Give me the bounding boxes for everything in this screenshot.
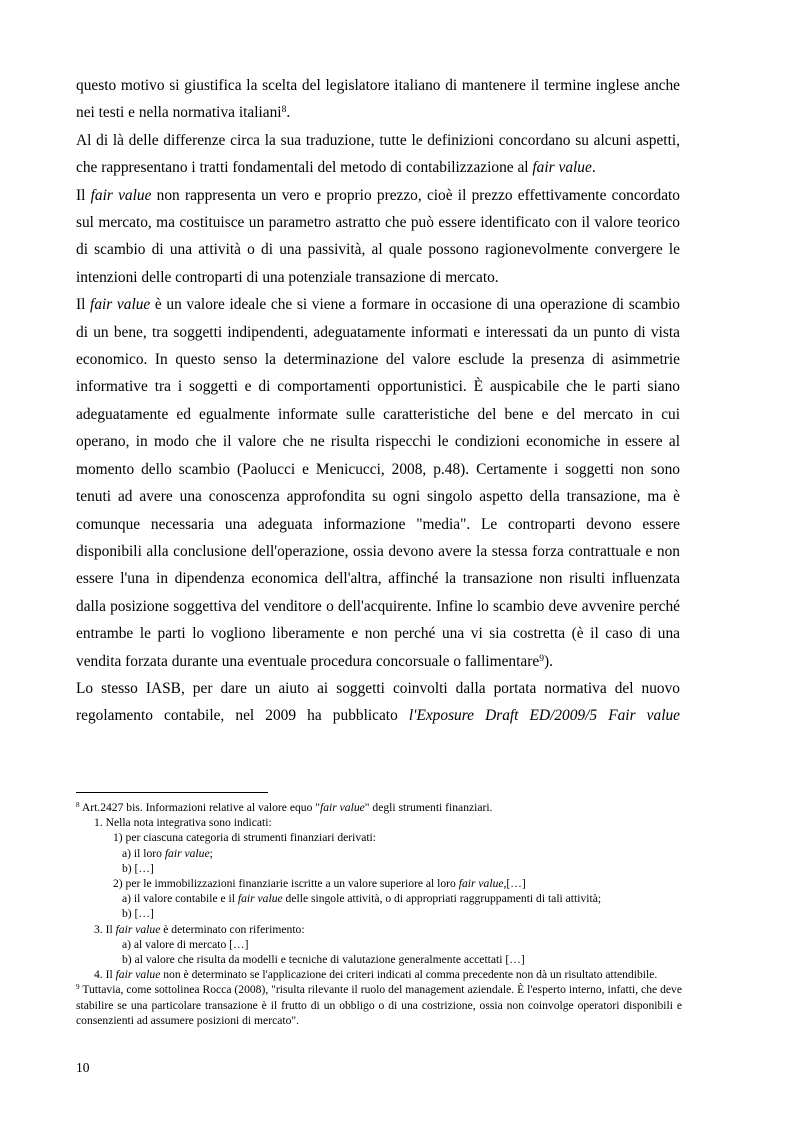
main-text xyxy=(76,72,680,730)
footnote-8-line: a) il valore contabile e il fair value delle singole attività, o di appropriati raggruppamenti di tali attività; xyxy=(122,892,602,906)
footnote-number: 9 xyxy=(76,983,80,992)
footnote-ref-8[interactable]: 8 xyxy=(281,104,287,116)
paragraph-4: Il fair value è un valore ideale che si viene a formare in occasione di una operazione di scambio di un bene, tra soggetti indipendenti, adeguatamente informati e interessati da un punto di vista economico. In questo senso la determinazione del valore esclude la presenza di asimmetrie informative tra i soggetti e di comportamenti opportunistici. È auspicabile che le parti siano adeguatamente ed egualmente informate sulle caratteristiche del bene e del mercato in cui operano, in modo che il valore che ne risulta rispecchi le condizioni economiche in essere al momento dello scambio (Paolucci e Menicucci, 2008, p.48). Certamente i soggetti non sono tenuti ad avere una conoscenza approfondita su ogni singolo aspetto della transazione, ma è comunque necessaria una adeguata informazione "media". Le controparti devono essere disponibili alla conclusione dell'operazione, ossia devono avere la stessa forza contrattuale e non essere l'una in dipendenza economica dell'altra, affinché la transazione non risulti influenzata dalla posizione soggettiva del venditore o dell'acquirente. Infine lo scambio deve avvenire perché entrambe le parti lo vogliono liberamente e non perché una vi sia costretta (è il caso di una vendita forzata durante una eventuale procedura concorsuale o fallimentare$^9$). xyxy=(76,296,681,670)
paragraph-5: Lo stesso IASB, per dare un aiuto ai soggetti coinvolti dalla portata normativa del nuovo regolamento contabile, nel 2009 ha pubblicato l'Exposure Draft ED/2009/5 Fair value xyxy=(76,679,680,725)
paragraph-3: Il fair value non rappresenta un vero e proprio prezzo, cioè il prezzo effettivamente concordato sul mercato, ma costituisce un parametro astratto che può essere identificato con il valore teorico di scambio di una attività o di una passività, al quale possono ragionevolmente convergere le intenzioni delle controparti di una potenziale transazione di mercato. xyxy=(76,186,680,286)
paragraph-2: Al di là delle differenze circa la sua traduzione, tutte le definizioni concordano su alcuni aspetti, che rappresentano i tratti fondamentali del metodo di contabilizzazione al fair value. xyxy=(76,131,680,177)
paragraph-1: questo motivo si giustifica la scelta del legislatore italiano di mantenere il termine inglese anche nei testi e nella normativa italiani$^8$. xyxy=(76,77,680,122)
footnote-8-head: $^8$ Art.2427 bis. Informazioni relative al valore equo "fair value" degli strumenti finanziari. xyxy=(76,801,493,814)
footnote-ref-9[interactable]: 9 xyxy=(539,652,544,664)
footnote-8-line: b) […] xyxy=(122,861,154,875)
footnote-9: $^9$ Tuttavia, come sottolinea Rocca (2008), "risulta rilevante il ruolo del management aziendale. È l'esperto interno, infatti, che deve stabilire se una particolare transazione è il frutto di un obbligo o di una costrizione, ossia non coinvolge operatori disponibili e consenzienti ad assumere posizioni di mercato". xyxy=(76,983,682,1027)
footnote-8-line: b) […] xyxy=(122,907,154,921)
footnote-separator xyxy=(76,792,268,793)
footnotes xyxy=(76,800,682,1028)
footnote-8-line: 2) per le immobilizzazioni finanziarie iscritte a un valore superiore al loro fair value,[…] xyxy=(113,877,526,891)
footnote-number: 8 xyxy=(76,801,80,810)
footnote-8-line: 3. Il fair value è determinato con riferimento: xyxy=(94,922,305,936)
footnote-8-line: a) al valore di mercato […] xyxy=(122,937,249,951)
footnote-8-line: a) il loro fair value; xyxy=(122,846,213,860)
page-number: 10 xyxy=(76,1060,90,1075)
footnote-8-line: 4. Il fair value non è determinato se l'applicazione dei criteri indicati al comma precedente non dà un risultato attendibile. xyxy=(94,968,658,982)
footnote-8-line: 1) per ciascuna categoria di strumenti finanziari derivati: xyxy=(113,831,376,845)
footnote-8-line: 1. Nella nota integrativa sono indicati: xyxy=(94,816,272,830)
footnote-8-line: b) al valore che risulta da modelli e tecniche di valutazione generalmente accettati […] xyxy=(122,953,525,967)
